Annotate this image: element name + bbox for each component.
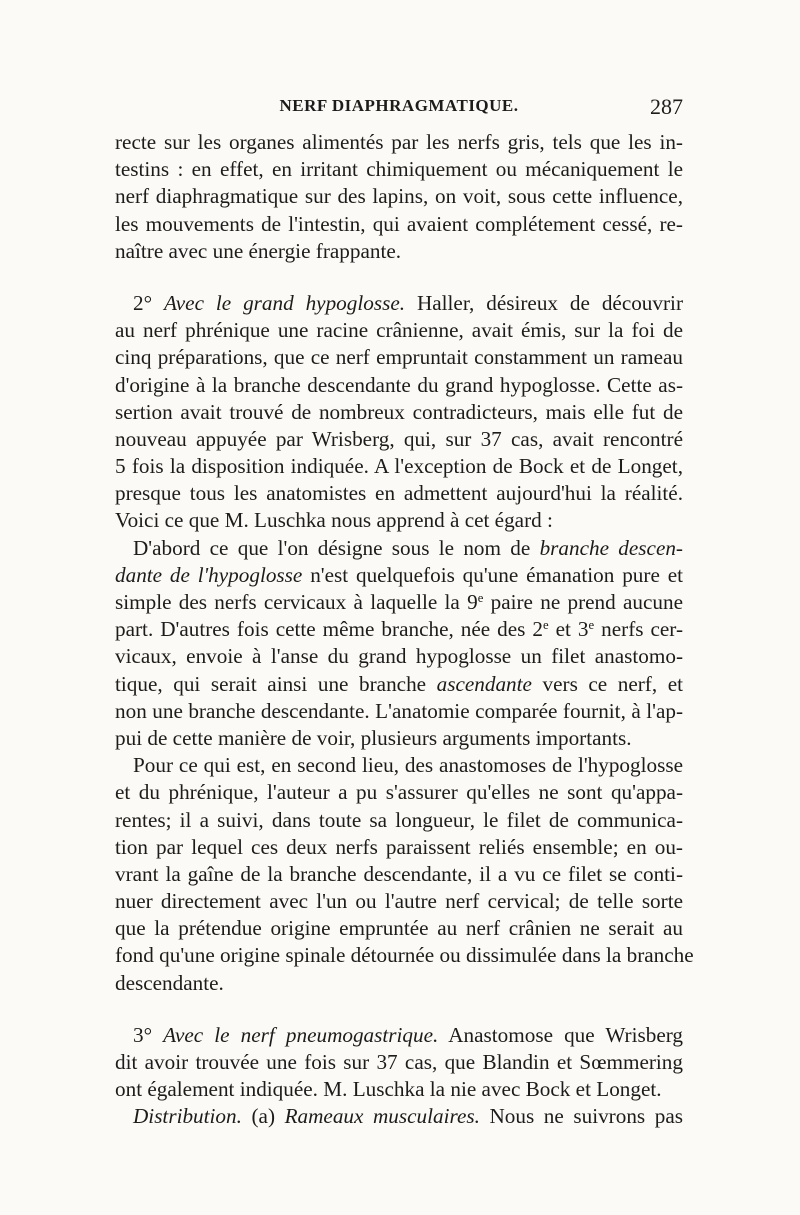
text-line: que la prétendue origine empruntée au nerf crânien ne serait au — [115, 916, 683, 941]
text-line: pui de cette manière de voir, plusieurs arguments importants. — [115, 725, 632, 750]
text-line: testins : en effet, en irritant chimiquement ou mécaniquement le — [115, 157, 683, 182]
text-line: 5 fois la disposition indiquée. A l'exception de Bock et de Longet, — [115, 454, 683, 479]
text-line: nuer directement avec l'un ou l'autre nerf cervical; de telle sorte — [115, 889, 683, 914]
text-line: simple des nerfs cervicaux à laquelle la 9e paire ne prend aucune — [115, 590, 684, 614]
text-line: part. D'autres fois cette même branche, née des 2e et 3e nerfs cer- — [115, 617, 683, 642]
text-line: d'origine à la branche descendante du grand hypoglosse. Cette as- — [115, 372, 683, 397]
text-line: Voici ce que M. Luschka nous apprend à cet égard : — [115, 508, 553, 533]
text-line: et du phrénique, l'auteur a pu s'assurer qu'elles ne sont qu'appa- — [115, 780, 683, 805]
running-title: NERF DIAPHRAGMATIQUE. — [279, 96, 519, 115]
text-line: cinq préparations, que ce nerf empruntait constamment un rameau — [115, 345, 683, 370]
page-number: 287 — [650, 94, 683, 119]
text-line: presque tous les anatomistes en admettent aujourd'hui la réalité. — [115, 481, 683, 506]
text-line: non une branche descendante. L'anatomie comparée fournit, à l'ap- — [115, 698, 683, 723]
text-line: nerf diaphragmatique sur des lapins, on voit, sous cette influence, — [115, 184, 683, 209]
text-line: 2° Avec le grand hypoglosse. Haller, désireux de découvrir — [133, 290, 683, 315]
text-line: descendante. — [115, 970, 224, 995]
text-line: Pour ce qui est, en second lieu, des anastomoses de l'hypoglosse — [133, 753, 683, 778]
text-line: tique, qui serait ainsi une branche ascendante vers ce nerf, et — [115, 671, 683, 696]
text-line: fond qu'une origine spinale détournée ou dissimulée dans la branche — [115, 943, 694, 968]
text-line: vrant la gaîne de la branche descendante, il a vu ce filet se conti- — [115, 861, 683, 886]
text-line: sertion avait trouvé de nombreux contradicteurs, mais elle fut de — [115, 399, 683, 424]
text-line: dante de l'hypoglosse n'est quelquefois qu'une émanation pure et — [115, 562, 683, 587]
text-line: tion par lequel ces deux nerfs paraissent reliés ensemble; en ou- — [115, 834, 683, 859]
text-line: au nerf phrénique une racine crânienne, avait émis, sur la foi de — [115, 318, 683, 343]
text-line: ont également indiquée. M. Luschka la nie avec Bock et Longet. — [115, 1077, 662, 1102]
text-line: nouveau appuyée par Wrisberg, qui, sur 37 cas, avait rencontré — [115, 426, 683, 451]
text-line: recte sur les organes alimentés par les nerfs gris, tels que les in- — [115, 130, 683, 154]
text-line: les mouvements de l'intestin, qui avaient complétement cessé, re- — [115, 211, 683, 236]
text-line: vicaux, envoie à l'anse du grand hypoglosse un filet anastomo- — [115, 644, 683, 669]
text-line: dit avoir trouvée une fois sur 37 cas, que Blandin et Sœmmering — [115, 1050, 683, 1074]
page-header — [115, 96, 683, 122]
text-line: 3° Avec le nerf pneumogastrique. Anastomose que Wrisberg — [133, 1022, 684, 1047]
text-line: naître avec une énergie frappante. — [115, 238, 402, 263]
text-line: Distribution. (a) Rameaux musculaires. Nous ne suivrons pas — [133, 1104, 683, 1129]
text-line: D'abord ce que l'on désigne sous le nom de branche descen- — [133, 535, 683, 560]
page-body — [115, 129, 694, 1131]
text-line: rentes; il a suivi, dans toute sa longueur, le filet de communica- — [115, 807, 683, 832]
